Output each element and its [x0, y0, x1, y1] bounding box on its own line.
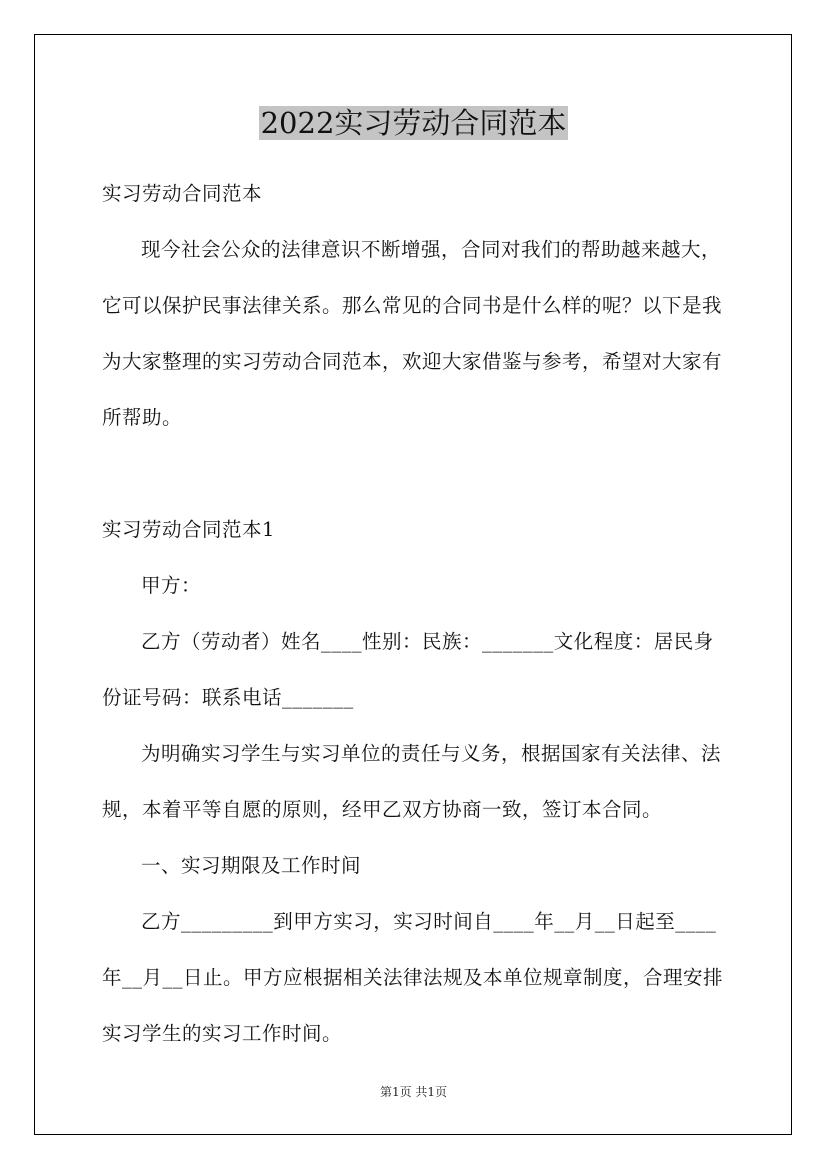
intro-paragraph: 现今社会公众的法律意识不断增强，合同对我们的帮助越来越大，它可以保护民事法律关系。那么常见的合同书是什么样的呢？以下是我为大家整理的实习劳动合同范本，欢迎大家借鉴与参考，希望对大家有所帮助。: [102, 238, 723, 429]
document-title-text: 2022实习劳动合同范本: [260, 106, 567, 140]
party-a-line: 甲方：: [141, 574, 202, 597]
clause-1-text: 乙方_________到甲方实习，实习时间自____年__月__日起至____年__月__日止。甲方应根据相关法律法规及本单位规章制度，合理安排实习学生的实习工作时间。: [102, 910, 724, 1045]
spacer: [102, 446, 732, 502]
document-body: [102, 166, 732, 1062]
clause-1-heading: 一、实习期限及工作时间: [141, 854, 362, 877]
page-footer: [0, 1083, 827, 1101]
page-number: 第1页 共1页: [379, 1085, 448, 1099]
section-heading: 实习劳动合同范本: [102, 182, 263, 205]
purpose-paragraph: 为明确实习学生与实习单位的责任与义务，根据国家有关法律、法规，本着平等自愿的原则，经甲乙双方协商一致，签订本合同。: [102, 742, 722, 821]
section-heading-contract-1: 实习劳动合同范本1: [102, 518, 275, 541]
document-title: [0, 101, 827, 145]
party-b-line: 乙方（劳动者）姓名____性别：民族：_______文化程度：居民身份证号码：联系电话_______: [102, 630, 714, 709]
